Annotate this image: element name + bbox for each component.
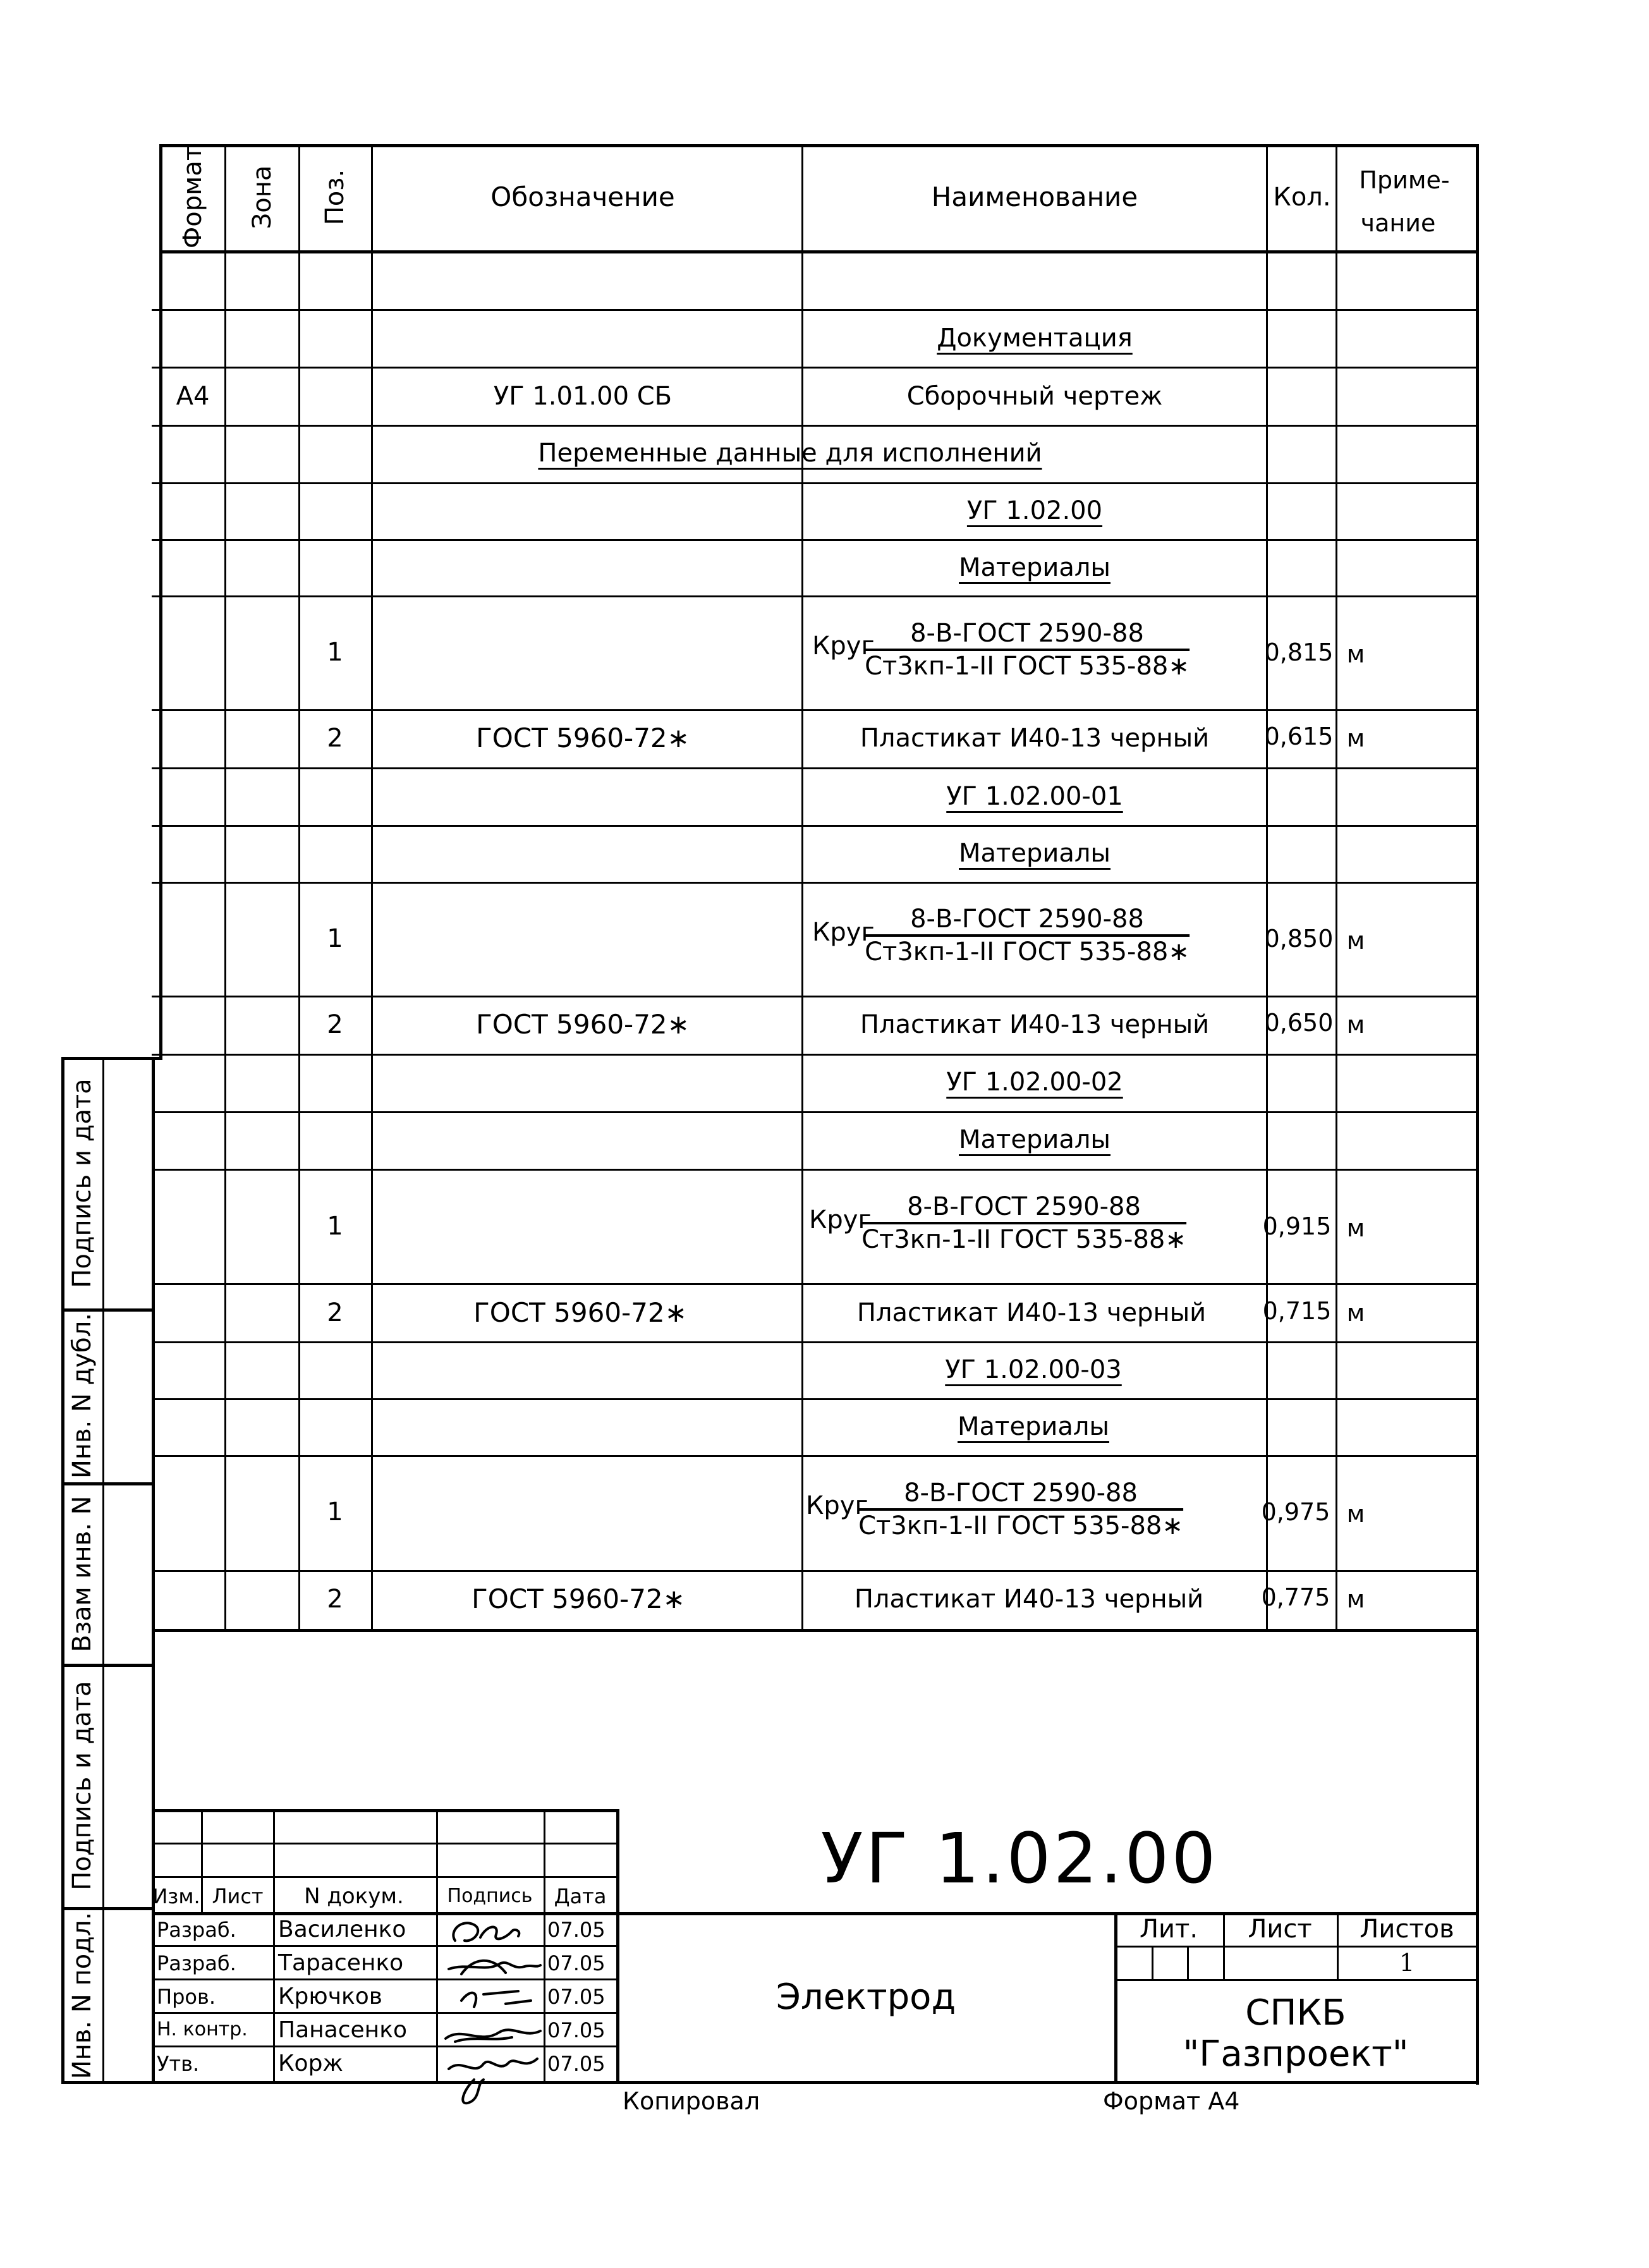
materials-title: Материалы: [959, 1125, 1110, 1154]
doc-format: А4: [176, 382, 210, 411]
unit: м: [1346, 640, 1365, 668]
plastikat-name: Пластикат И40-13 черный: [856, 1298, 1207, 1327]
qty-value: 0,915: [1262, 1212, 1332, 1240]
header-note-line1: Приме-: [1359, 166, 1450, 194]
krug-label: Круг: [806, 1491, 868, 1520]
listov-value: 1: [1399, 1949, 1415, 1977]
header-pos: Поз.: [320, 169, 350, 226]
qty-value: 0,975: [1261, 1498, 1330, 1526]
pos-number: 1: [327, 924, 343, 953]
qty-value: 0,650: [1264, 1009, 1334, 1037]
krug-spec: 8-В-ГОСТ 2590-88: [861, 1192, 1186, 1224]
krug-steel: Ст3кп-1-II ГОСТ 535-88∗: [865, 937, 1190, 966]
role-label: Н. контр.: [157, 2018, 248, 2040]
pos-number: 1: [327, 1497, 343, 1527]
krug-steel: Ст3кп-1-II ГОСТ 535-88∗: [861, 1225, 1186, 1254]
variant-code: УГ 1.02.00-02: [946, 1068, 1123, 1097]
variant-code: УГ 1.02.00-03: [945, 1355, 1122, 1384]
unit: м: [1346, 1011, 1365, 1039]
pos-number: 2: [327, 724, 343, 753]
role-name: Корж: [278, 2051, 343, 2076]
role-label: Утв.: [157, 2052, 200, 2076]
materials-title: Материалы: [958, 1412, 1109, 1441]
header-designation: Обозначение: [490, 181, 675, 212]
krug-label: Круг: [812, 631, 875, 661]
listov-label: Листов: [1360, 1915, 1454, 1944]
col-podpis: Подпись: [447, 1885, 533, 1907]
plastikat-designation: ГОСТ 5960-72∗: [472, 1583, 685, 1614]
role-date: 07.05: [547, 2018, 605, 2042]
krug-fraction: [861, 1192, 1186, 1255]
col-ndoc: N докум.: [304, 1884, 404, 1909]
role-date: 07.05: [547, 1951, 605, 1975]
role-date: 07.05: [547, 1985, 605, 2009]
role-label: Разраб.: [157, 1951, 236, 1975]
header-name: Наименование: [931, 181, 1138, 212]
side-stamp-inv-dubl: Инв. N дубл.: [68, 1313, 97, 1478]
org-line1: СПКБ: [1245, 1992, 1346, 2033]
unit: м: [1346, 1214, 1365, 1242]
role-date: 07.05: [547, 2052, 605, 2076]
side-stamp-podpis-data-1: Подпись и дата: [68, 1078, 97, 1288]
krug-fraction: [865, 618, 1190, 681]
header-format: Формат: [178, 145, 207, 249]
qty-value: 0,775: [1261, 1583, 1330, 1611]
list-label: Лист: [1248, 1915, 1312, 1944]
plastikat-designation: ГОСТ 5960-72∗: [476, 722, 690, 753]
col-data: Дата: [554, 1884, 607, 1908]
pos-number: 2: [327, 1298, 343, 1327]
col-izm: Изм.: [152, 1884, 200, 1908]
krug-spec: 8-В-ГОСТ 2590-88: [865, 904, 1190, 937]
doc-name: Сборочный чертеж: [906, 382, 1163, 411]
plastikat-name: Пластикат И40-13 черный: [854, 1585, 1204, 1614]
handwritten-signatures: [436, 1912, 545, 2121]
krug-fraction: [865, 904, 1190, 967]
title-doc-code: УГ 1.02.00: [820, 1818, 1219, 1899]
krug-steel: Ст3кп-1-II ГОСТ 535-88∗: [858, 1511, 1183, 1540]
role-label: Разраб.: [157, 1918, 236, 1942]
doc-designation: УГ 1.01.00 СБ: [493, 382, 672, 411]
qty-value: 0,715: [1262, 1297, 1332, 1325]
side-stamp-podpis-data-2: Подпись и дата: [68, 1681, 97, 1891]
variant-code: УГ 1.02.00-01: [946, 782, 1123, 811]
role-name: Крючков: [278, 1984, 382, 2009]
krug-label: Круг: [809, 1205, 872, 1235]
role-name: Василенко: [278, 1917, 406, 1942]
unit: м: [1346, 927, 1365, 954]
title-doc-name: Электрод: [776, 1977, 956, 2018]
org-line2: "Газпроект": [1183, 2033, 1409, 2075]
krug-spec: 8-В-ГОСТ 2590-88: [858, 1478, 1183, 1511]
variant-code: УГ 1.02.00: [966, 496, 1103, 525]
qty-value: 0,850: [1264, 925, 1334, 953]
side-stamp-inv-podl: Инв. N подл.: [68, 1911, 97, 2080]
krug-spec: 8-В-ГОСТ 2590-88: [865, 618, 1190, 651]
materials-title: Материалы: [959, 553, 1110, 582]
plastikat-name: Пластикат И40-13 черный: [860, 1010, 1210, 1039]
materials-title: Материалы: [959, 839, 1110, 868]
unit: м: [1346, 1585, 1365, 1613]
unit: м: [1346, 724, 1365, 752]
pos-number: 2: [327, 1585, 343, 1614]
role-name: Панасенко: [278, 2017, 407, 2043]
qty-value: 0,615: [1264, 722, 1334, 750]
krug-fraction: [858, 1478, 1183, 1541]
side-stamp-vzam-inv: Взам инв. N: [68, 1496, 97, 1652]
pos-number: 1: [327, 1212, 343, 1241]
variable-data-title: Переменные данные для исполнений: [538, 439, 1042, 468]
header-qty: Кол.: [1273, 183, 1331, 212]
col-list: Лист: [212, 1884, 264, 1908]
doc-section-title: Документация: [937, 324, 1133, 353]
krug-steel: Ст3кп-1-II ГОСТ 535-88∗: [865, 652, 1190, 681]
role-label: Пров.: [157, 1985, 216, 2009]
role-date: 07.05: [547, 1918, 605, 1942]
role-name: Тарасенко: [278, 1950, 404, 1976]
plastikat-designation: ГОСТ 5960-72∗: [476, 1009, 690, 1040]
pos-number: 1: [327, 638, 343, 667]
footer-format: Формат А4: [1103, 2087, 1240, 2115]
lit-label: Лит.: [1139, 1915, 1198, 1944]
header-note-line2: чание: [1360, 209, 1436, 237]
plastikat-name: Пластикат И40-13 черный: [860, 724, 1210, 753]
unit: м: [1346, 1500, 1365, 1528]
header-zone: Зона: [248, 165, 277, 229]
plastikat-designation: ГОСТ 5960-72∗: [473, 1297, 687, 1328]
unit: м: [1346, 1299, 1365, 1327]
footer-copied: Копировал: [623, 2087, 760, 2115]
pos-number: 2: [327, 1010, 343, 1039]
qty-value: 0,815: [1264, 638, 1334, 666]
krug-label: Круг: [812, 918, 875, 947]
